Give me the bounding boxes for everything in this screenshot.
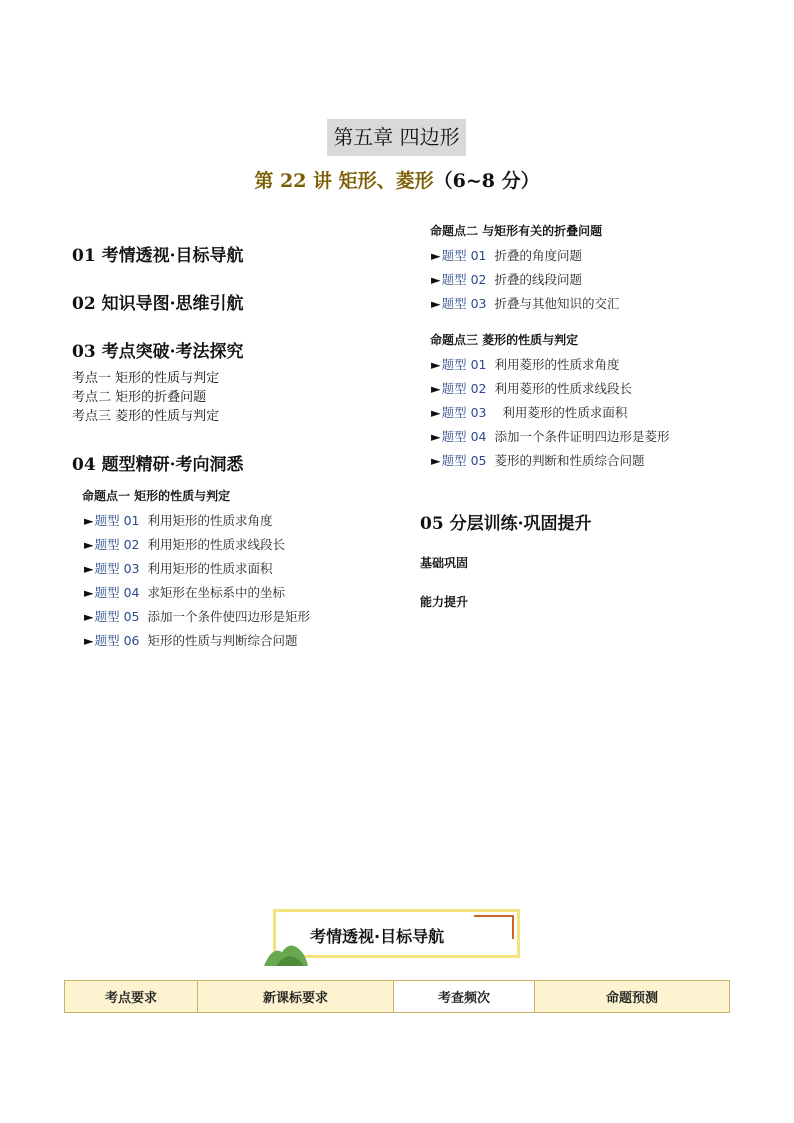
group1-title: 命题点一 矩形的性质与判定	[82, 489, 231, 503]
group3-item[interactable]	[431, 451, 644, 469]
group3-title: 命题点三 菱形的性质与判定	[430, 333, 579, 347]
group3-item[interactable]	[431, 403, 627, 421]
item-code: 题型 02	[441, 272, 487, 287]
item-text: 添加一个条件使四边形是矩形	[147, 609, 310, 624]
item-text: 利用矩形的性质求线段长	[147, 537, 285, 552]
item-code: 题型 01	[94, 513, 140, 528]
triangle-icon: ►	[84, 537, 94, 552]
item-text: 折叠的角度问题	[494, 248, 582, 263]
training-advanced[interactable]: 能力提升	[420, 595, 469, 609]
item-text: 利用矩形的性质求角度	[147, 513, 273, 528]
triangle-icon: ►	[84, 561, 94, 576]
triangle-icon: ►	[431, 296, 441, 311]
group2-title: 命题点二 与矩形有关的折叠问题	[430, 224, 603, 238]
lecture-main: 第 22 讲 矩形、菱形	[254, 170, 434, 192]
item-code: 题型 01	[441, 357, 487, 372]
group1-item[interactable]	[84, 583, 285, 601]
banner-accent-vline	[512, 915, 514, 939]
section-05[interactable]: 05 分层训练·巩固提升	[420, 514, 592, 534]
triangle-icon: ►	[84, 609, 94, 624]
triangle-icon: ►	[84, 513, 94, 528]
section-01[interactable]: 01 考情透视·目标导航	[72, 246, 244, 266]
group1-item[interactable]	[84, 559, 272, 577]
triangle-icon: ►	[431, 405, 441, 420]
item-text: 折叠的线段问题	[494, 272, 582, 287]
banner-title: 考情透视·目标导航	[310, 927, 445, 946]
banner-accent-line	[474, 915, 514, 917]
group3-item[interactable]	[431, 427, 669, 445]
item-code: 题型 06	[94, 633, 140, 648]
item-code: 题型 02	[94, 537, 140, 552]
table-header-cell: 命题预测	[535, 981, 729, 1012]
item-text: 利用菱形的性质求角度	[494, 357, 620, 372]
item-text: 折叠与其他知识的交汇	[494, 296, 620, 311]
triangle-icon: ►	[84, 585, 94, 600]
kaodian-item[interactable]: 考点二 矩形的折叠问题	[72, 390, 207, 405]
chapter-title: 第五章 四边形	[327, 119, 466, 156]
section-02[interactable]: 02 知识导图·思维引航	[72, 294, 244, 314]
section-04[interactable]: 04 题型精研·考向洞悉	[72, 455, 244, 475]
group1-item[interactable]	[84, 511, 272, 529]
item-text: 利用菱形的性质求线段长	[494, 381, 632, 396]
kaodian-list	[72, 369, 219, 426]
table-header-row	[64, 980, 730, 1013]
kaodian-item[interactable]: 考点三 菱形的性质与判定	[72, 409, 220, 424]
item-text: 菱形的判断和性质综合问题	[494, 453, 645, 468]
lecture-title	[0, 166, 794, 193]
item-code: 题型 05	[441, 453, 487, 468]
item-text: 利用矩形的性质求面积	[147, 561, 273, 576]
triangle-icon: ►	[431, 381, 441, 396]
triangle-icon: ►	[431, 272, 441, 287]
item-code: 题型 03	[94, 561, 140, 576]
group3-item[interactable]	[431, 379, 632, 397]
table-header-cell: 新课标要求	[198, 981, 394, 1012]
table-header-cell: 考点要求	[65, 981, 198, 1012]
mountain-icon	[262, 940, 310, 966]
group1-item[interactable]	[84, 607, 310, 625]
triangle-icon: ►	[84, 633, 94, 648]
training-basic[interactable]: 基础巩固	[420, 556, 469, 570]
item-code: 题型 05	[94, 609, 140, 624]
item-text: 矩形的性质与判断综合问题	[147, 633, 298, 648]
item-text: 求矩形在坐标系中的坐标	[147, 585, 285, 600]
item-text: 利用菱形的性质求面积	[494, 405, 628, 420]
group2-item[interactable]	[431, 270, 582, 288]
item-code: 题型 04	[94, 585, 140, 600]
triangle-icon: ►	[431, 429, 441, 444]
section-03[interactable]: 03 考点突破·考法探究	[72, 342, 244, 362]
item-code: 题型 01	[441, 248, 487, 263]
group1-item[interactable]	[84, 535, 285, 553]
kaodian-item[interactable]: 考点一 矩形的性质与判定	[72, 371, 220, 386]
lecture-score: （6~8 分）	[433, 170, 540, 192]
triangle-icon: ►	[431, 357, 441, 372]
group3-item[interactable]	[431, 355, 619, 373]
item-text: 添加一个条件证明四边形是菱形	[494, 429, 670, 444]
group2-item[interactable]	[431, 294, 619, 312]
table-header-cell: 考查频次	[394, 981, 535, 1012]
group2-item[interactable]	[431, 246, 582, 264]
group1-item[interactable]	[84, 631, 297, 649]
item-code: 题型 03	[441, 296, 487, 311]
triangle-icon: ►	[431, 453, 441, 468]
item-code: 题型 02	[441, 381, 487, 396]
item-code: 题型 03	[441, 405, 487, 420]
item-code: 题型 04	[441, 429, 487, 444]
triangle-icon: ►	[431, 248, 441, 263]
